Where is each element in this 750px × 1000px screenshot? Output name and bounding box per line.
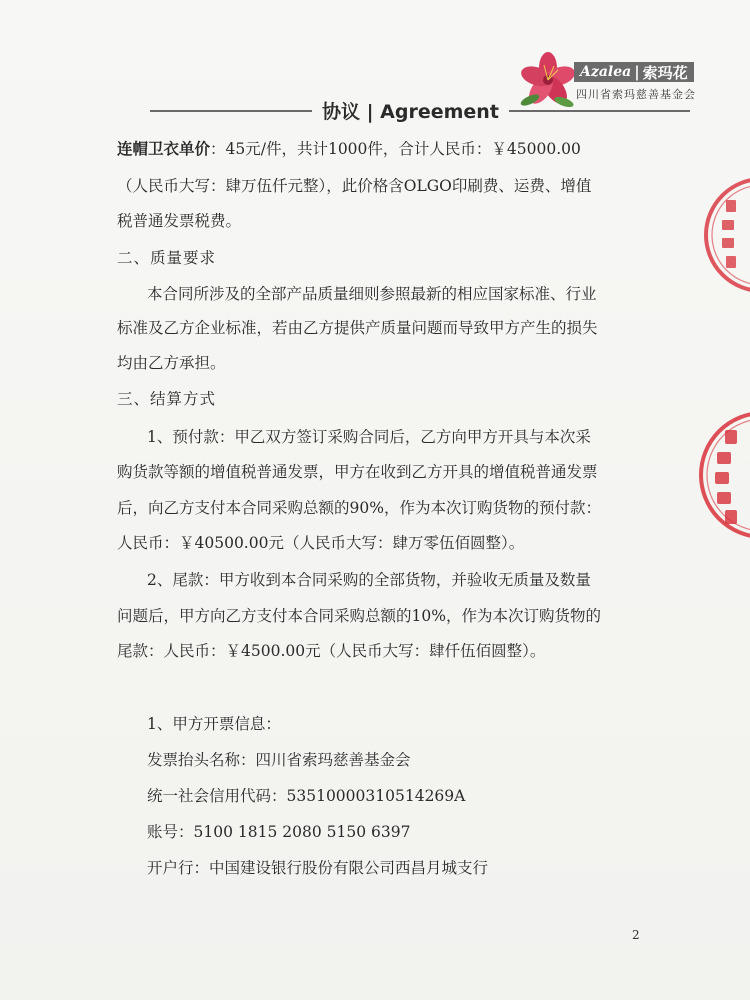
foundation-logo [518, 50, 696, 112]
price-line-1 [117, 139, 581, 159]
price-label: 连帽卫衣单价 [117, 139, 211, 158]
quality-line-2: 标准及乙方企业标准，若由乙方提供产质量问题而导致甲方产生的损失 [117, 319, 598, 337]
price-line-3: 税普通发票税费。 [117, 212, 242, 230]
logo-english-name: Azalea [580, 64, 632, 80]
logo-chinese-name: 索玛花 [642, 63, 688, 82]
quality-heading: 二、质量要求 [117, 249, 217, 267]
prepay-line-3: 后，向乙方支付本合同采购总额的90%，作为本次订购货物的预付款： [117, 499, 601, 517]
azalea-flower-icon [518, 50, 578, 110]
quality-line-3: 均由乙方承担。 [117, 354, 226, 372]
logo-text-box: Azalea | 索玛花 [574, 62, 694, 82]
final-payment-line-2: 问题后，甲方向乙方支付本合同采购总额的10%，作为本次订购货物的 [117, 607, 601, 625]
settlement-heading: 三、结算方式 [117, 390, 217, 408]
prepay-line-2: 购货款等额的增值税普通发票，甲方在收到乙方开具的增值税普通发票 [117, 463, 598, 481]
price-line-2: （人民币大写：肆万伍仟元整），此价格含OLGO印刷费、运费、增值 [117, 177, 592, 195]
red-seal-stamp-bottom [695, 400, 750, 550]
price-detail: ：45元/件，共计1000件，合计人民币：￥45000.00 [210, 140, 581, 158]
invoice-heading: 1、甲方开票信息： [147, 715, 281, 733]
quality-line-1: 本合同所涉及的全部产品质量细则参照最新的相应国家标准、行业 [147, 285, 597, 303]
logo-subtitle: 四川省索玛慈善基金会 [576, 88, 696, 101]
prepay-line-1: 1、预付款：甲乙双方签订采购合同后，乙方向甲方开具与本次采 [147, 428, 591, 446]
invoice-name: 发票抬头名称：四川省索玛慈善基金会 [147, 751, 411, 769]
page-number: 2 [632, 928, 640, 942]
final-payment-line-1: 2、尾款：甲方收到本合同采购的全部货物，并验收无质量及数量 [147, 571, 591, 589]
prepay-line-4: 人民币：￥40500.00元（人民币大写：肆万零伍佰圆整）。 [117, 534, 525, 552]
invoice-account: 账号：5100 1815 2080 5150 6397 [147, 823, 411, 841]
document-title: 协议 | Agreement [312, 96, 509, 124]
invoice-credit-code: 统一社会信用代码：53510000310514269A [147, 787, 466, 805]
invoice-bank: 开户行：中国建设银行股份有限公司西昌月城支行 [147, 859, 489, 877]
final-payment-line-3: 尾款：人民币：￥4500.00元（人民币大写：肆仟伍佰圆整）。 [117, 642, 546, 660]
red-seal-stamp-top [700, 170, 750, 300]
